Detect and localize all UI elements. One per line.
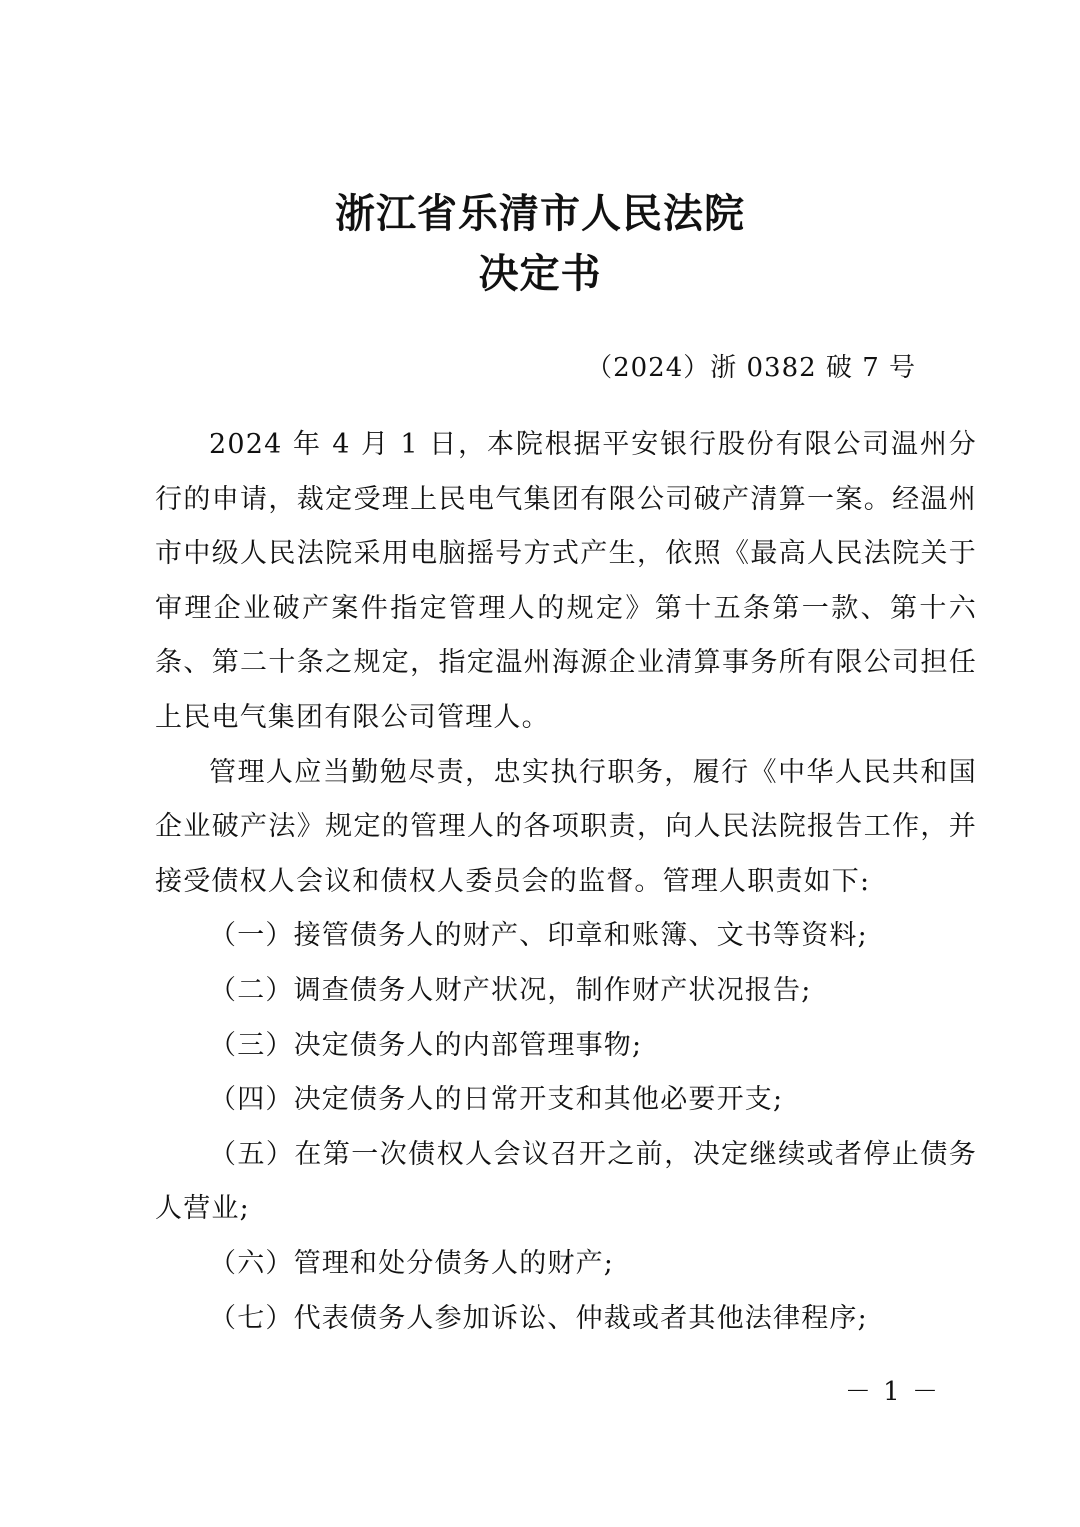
document-type-title: 决定书: [478, 250, 602, 297]
duty-item-7: （七）代表债务人参加诉讼、仲裁或者其他法律程序;: [209, 1302, 868, 1334]
document-body: [155, 418, 977, 1346]
duty-item-1: （一）接管债务人的财产、印章和账簿、文书等资料;: [209, 920, 868, 952]
paragraph-duties-intro: 管理人应当勤勉尽责，忠实执行职务，履行《中华人民共和国企业破产法》规定的管理人的各项职责，向人民法院报告工作，并接受债权人会议和债权人委员会的监督。管理人职责如下:: [155, 756, 977, 897]
duty-item-4: （四）决定债务人的日常开支和其他必要开支;: [209, 1084, 784, 1116]
court-name-title: 浙江省乐清市人民法院: [335, 190, 745, 237]
duty-item-6: （六）管理和处分债务人的财产;: [209, 1247, 615, 1279]
page-number: － 1 －: [844, 1377, 940, 1407]
duty-item-3: （三）决定债务人的内部管理事物;: [209, 1029, 643, 1061]
duty-item-5: （五）在第一次债权人会议召开之前，决定继续或者停止债务人营业;: [155, 1138, 977, 1225]
duty-item-2: （二）调查债务人财产状况，制作财产状况报告;: [209, 974, 812, 1006]
paragraph-appointment: 2024 年 4 月 1 日，本院根据平安银行股份有限公司温州分行的申请，裁定受理上民电气集团有限公司破产清算一案。经温州市中级人民法院采用电脑摇号方式产生，依照《最高人民法院关于审理企业破产案件指定管理人的规定》第十五条第一款、第十六条、第二十条之规定，指定温州海源企业清算事务所有限公司担任上民电气集团有限公司管理人。: [155, 429, 977, 733]
case-number: （2024）浙 0382 破 7 号: [586, 353, 916, 383]
